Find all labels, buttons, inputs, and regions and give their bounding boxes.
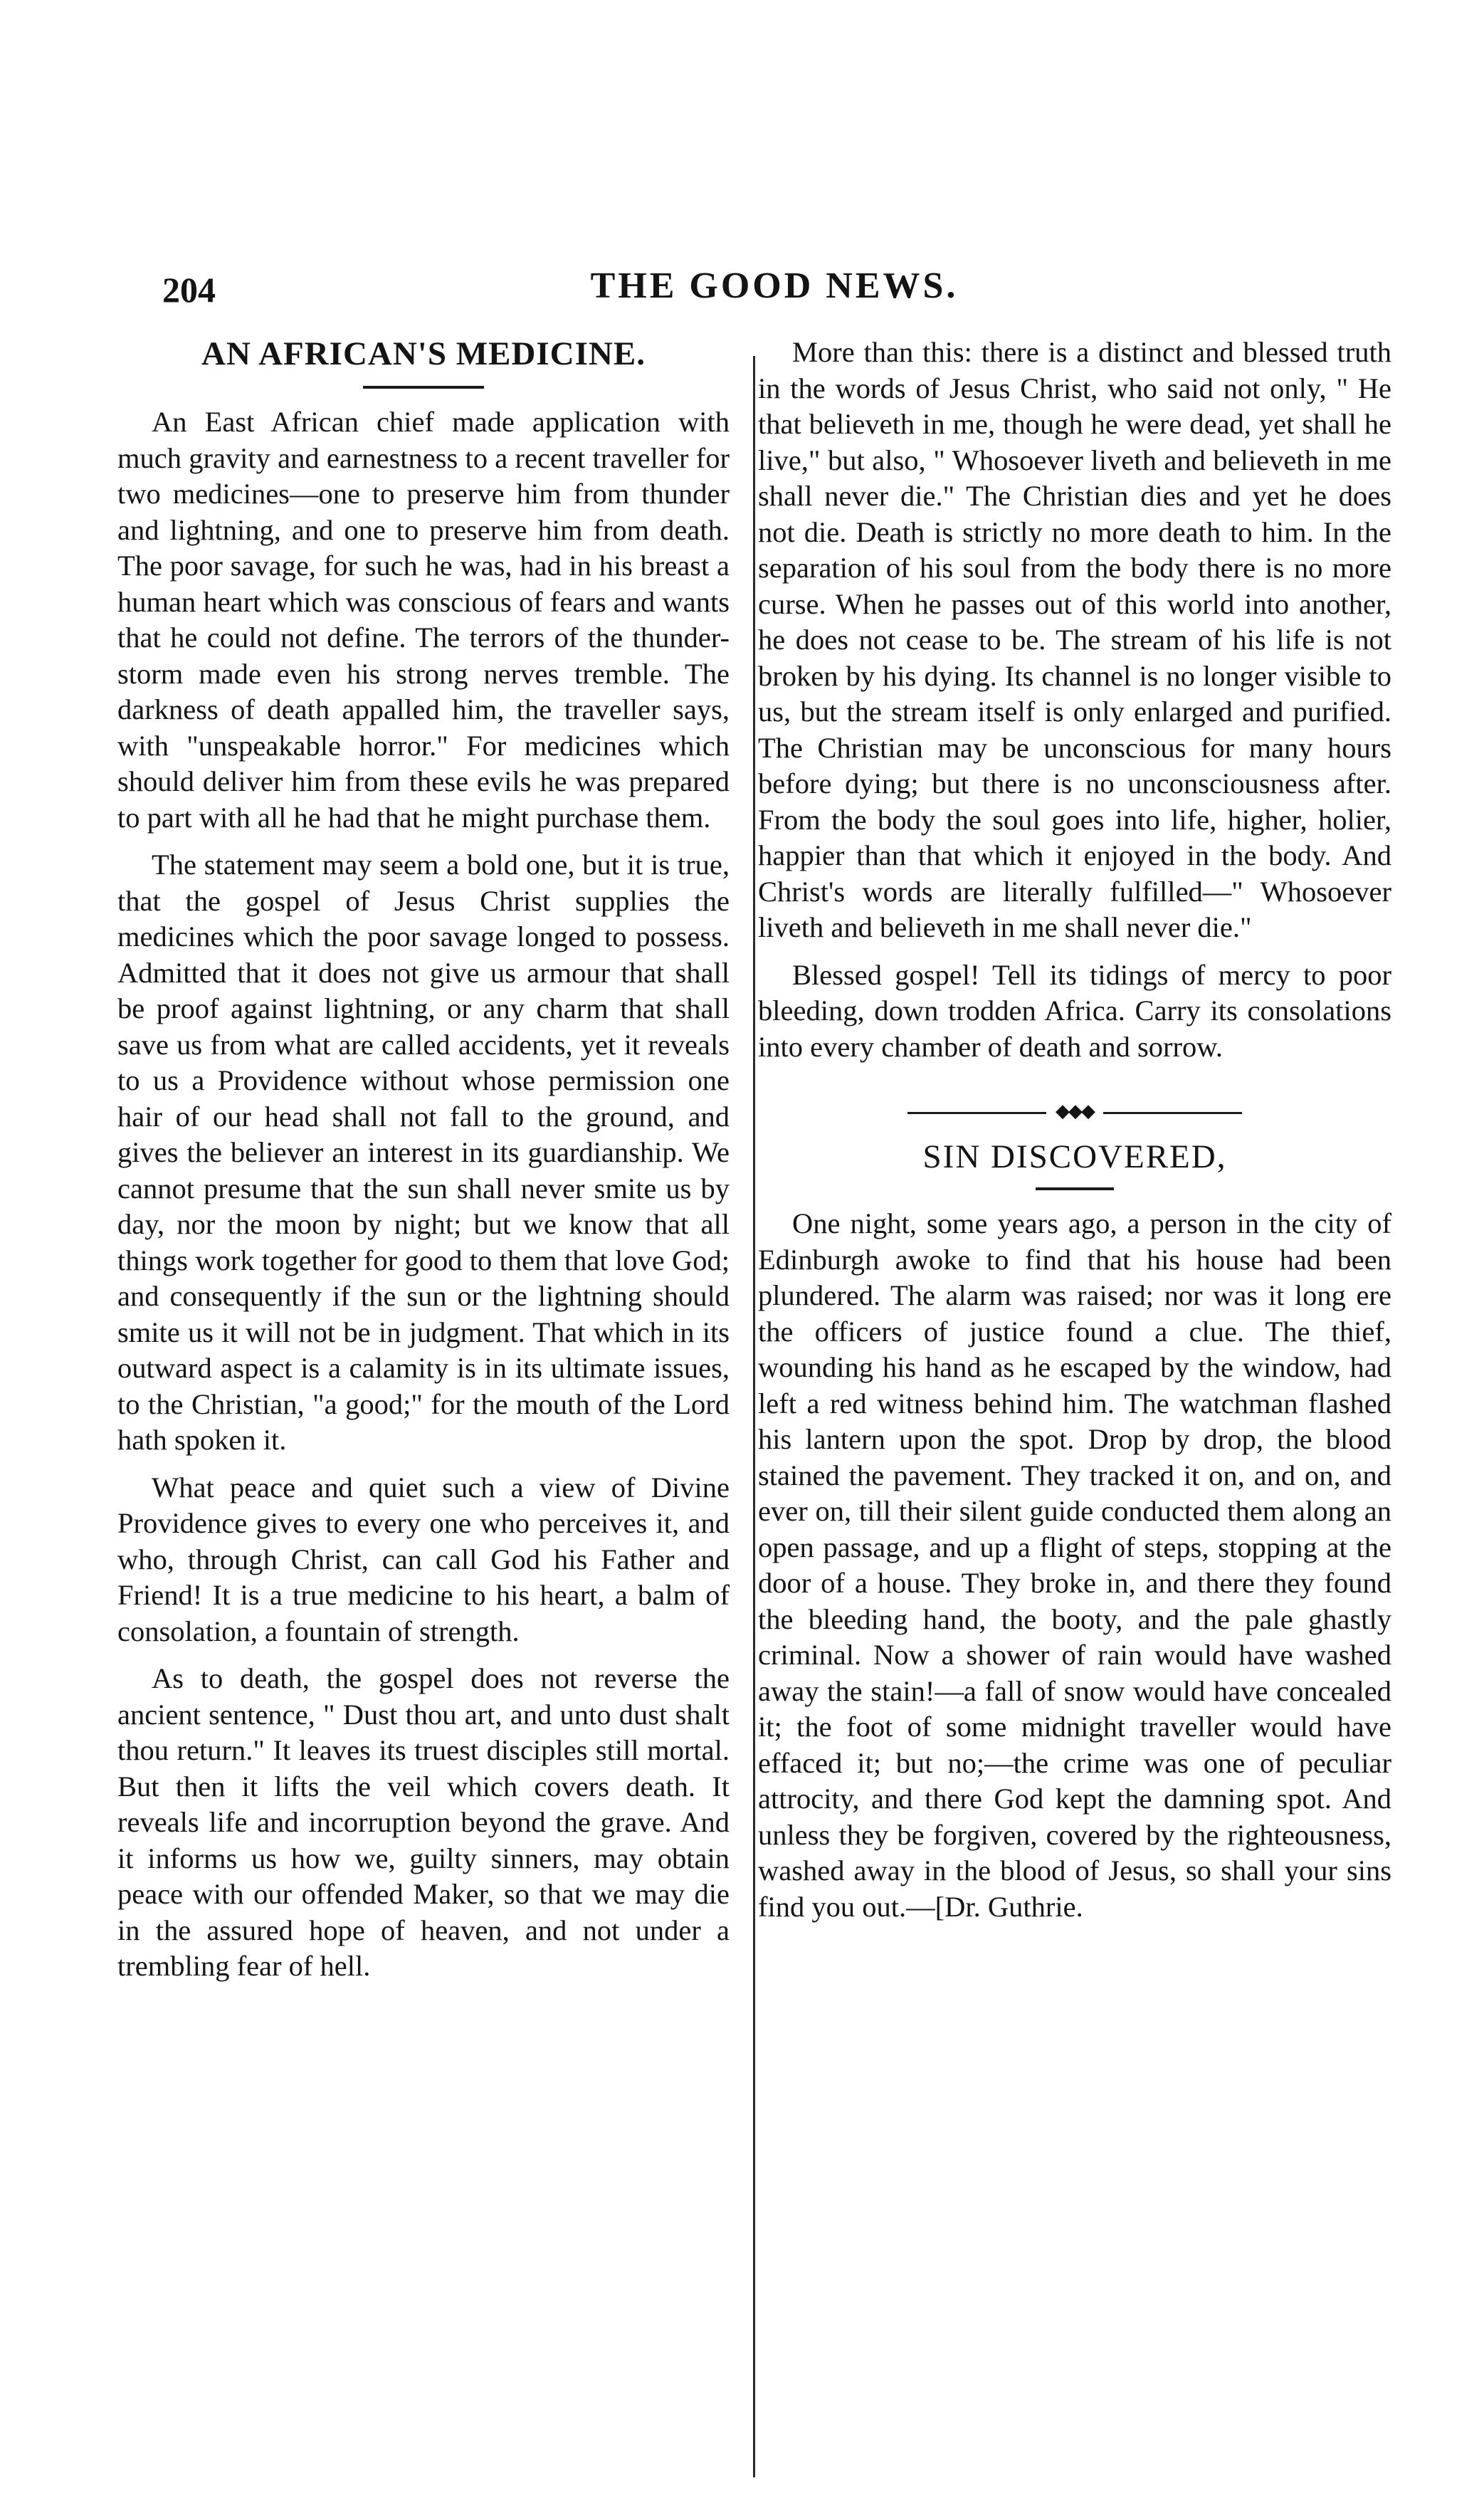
- paragraph: What peace and quiet such a view of Divine Providence gives to every one who perceives it, and who, through Christ, can call God his Father and Friend! It is a true medicine to his heart, a balm of consolation, a fountain of strength.: [117, 1471, 730, 1647]
- paragraph: As to death, the gospel does not reverse the ancient sentence, " Dust thou art, and unto dust shalt thou return." It leaves its truest disciples still mortal. But then it lifts the veil which covers death. It reveals life and incorruption beyond the grave. And it informs us how we, guilty sinners, may obtain peace with our offended Maker, so that we may die in the assured hope of heaven, and not under a trembling fear of hell.: [117, 1662, 730, 1983]
- paragraph: More than this: there is a distinct and blessed truth in the words of Jesus Christ, who said not only, " He that believeth in me, though he were dead, yet shall he live," but also, " Whosoever liveth and believeth in me shall never die." The Christian dies and yet he does not die. Death is strictly no more death to him. In the separation of his soul from the body there is no more curse. When he passes out of this world into another, he does not cease to be. The stream of his life is not broken by his dying. Its channel is no longer visible to us, but the stream itself is only enlarged and purified. The Christian may be unconscious for many hours before dying; but there is no unconsciousness after. From the body the soul goes into life, higher, holier, happier than that which it enjoyed in the body. And Christ's words are literally fulfilled—" Whosoever liveth and believeth in me shall never die.": [758, 336, 1391, 943]
- paragraph: An East African chief made application with much gravity and earnestness to a recent traveller for two medicines—one to preserve him from thunder and lightning, and one to preserve him from death. The poor savage, for such he was, had in his breast a human heart which was conscious of fears and wants that he could not define. The terrors of the thunder-storm made even his strong nerves tremble. The darkness of death appalled him, the traveller says, with "unspeakable horror." For medicines which should deliver him from these evils he was prepared to part with all he had that he might purchase them.: [117, 406, 730, 834]
- article-title-sin-discovered: SIN DISCOVERED,: [922, 1138, 1227, 1175]
- section-ornament: [907, 1101, 1242, 1122]
- right-column: [758, 335, 1391, 1936]
- title-rule: [363, 386, 484, 389]
- ornament-line-left: [907, 1112, 1046, 1114]
- paragraph: Blessed gospel! Tell its tidings of mercy to poor bleeding, down trodden Africa. Carry its consolations into every chamber of death and sorrow.: [758, 958, 1391, 1063]
- left-column: [117, 335, 730, 1996]
- running-title: THE GOOD NEWS.: [590, 266, 959, 306]
- paragraph: One night, some years ago, a person in the city of Edinburgh awoke to find that his house had been plundered. The alarm was raised; nor was it long ere the officers of justice found a clue. The thief, wounding his hand as he escaped by the window, had left a red witness behind him. The watchman flashed his lantern upon the spot. Drop by drop, the blood stained the pavement. They tracked it on, and on, and ever on, till their silent guide conducted them along an open passage, and up a flight of steps, stopping at the door of a house. They broke in, and there they found the bleeding hand, the booty, and the pale ghastly criminal. Now a shower of rain would have washed away the stain!—a fall of snow would have concealed it; the foot of some midnight traveller would have effaced it; but no;—the crime was one of peculiar attrocity, and there God kept the damning spot. And unless they be forgiven, covered by the righteousness, washed away in the blood of Jesus, so shall your sins find you out.—[Dr. Guthrie.: [758, 1207, 1391, 1923]
- ornament-line-right: [1103, 1112, 1242, 1114]
- title-rule: [1036, 1187, 1114, 1190]
- article-title-african-medicine: AN AFRICAN'S MEDICINE.: [201, 335, 646, 372]
- page-header: [162, 265, 1386, 322]
- column-divider: [753, 356, 755, 2477]
- page-number: 204: [162, 270, 216, 310]
- paragraph: The statement may seem a bold one, but it is true, that the gospel of Jesus Christ supplies the medicines which the poor savage longed to possess. Admitted that it does not give us armour that shall be proof against lightning, or any charm that shall save us from what are called accidents, yet it reveals to us a Providence without whose permission one hair of our head shall not fall to the ground, and gives the believer an interest in its guardianship. We cannot presume that the sun shall never smite us by day, nor the moon by night; but we know that all things work together for good to them that love God; and consequently if the sun or the lightning should smite us it will not be in judgment. That which in its outward aspect is a calamity is in its ultimate issues, to the Christian, "a good;" for the mouth of the Lord hath spoken it.: [117, 849, 730, 1457]
- ornament-diamonds-icon: ◆◆◆: [1056, 1101, 1094, 1122]
